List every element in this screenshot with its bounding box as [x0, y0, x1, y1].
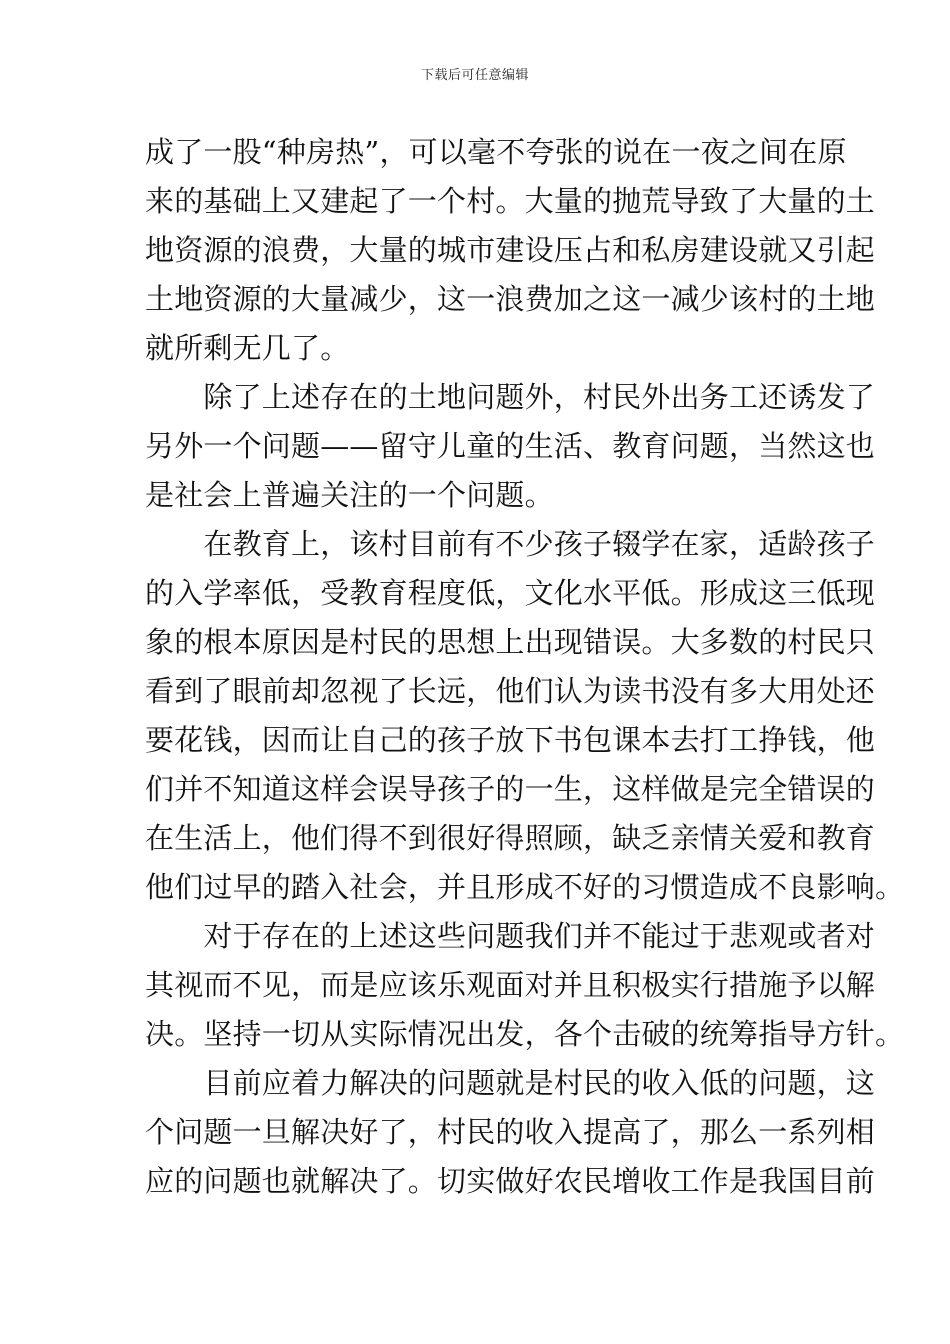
text-line: 的入学率低，受教育程度低，文化水平低。形成这三低现	[145, 576, 876, 610]
text-line: 象的根本原因是村民的思想上出现错误。大多数的村民只	[145, 625, 876, 659]
text-line: 对于存在的上述这些问题我们并不能过于悲观或者对	[145, 919, 876, 953]
text-line: 另外一个问题——留守儿童的生活、教育问题，当然这也	[145, 429, 876, 463]
text-line: 个问题一旦解决好了，村民的收入提高了，那么一系列相	[145, 1115, 876, 1149]
text-line: 成了一股“种房热”，可以毫不夸张的说在一夜之间在原	[145, 135, 847, 169]
document-body	[145, 128, 905, 1206]
text-line: 就所剩无几了。	[145, 331, 350, 365]
text-line: 们并不知道这样会误导孩子的一生，这样做是完全错误的	[145, 772, 876, 806]
page-header-note: 下载后可任意编辑	[420, 68, 529, 83]
text-line: 其视而不见，而是应该乐观面对并且积极实行措施予以解	[145, 968, 876, 1002]
text-line: 在生活上，他们得不到很好得照顾，缺乏亲情关爱和教育	[145, 821, 876, 855]
text-line: 是社会上普遍关注的一个问题。	[145, 478, 554, 512]
text-line: 看到了眼前却忽视了长远，他们认为读书没有多大用处还	[145, 674, 876, 708]
text-line: 应的问题也就解决了。切实做好农民增收工作是我国目前	[145, 1164, 876, 1198]
text-line: 目前应着力解决的问题就是村民的收入低的问题，这	[145, 1066, 876, 1100]
text-line: 除了上述存在的土地问题外，村民外出务工还诱发了	[145, 380, 876, 414]
text-line: 来的基础上又建起了一个村。大量的抛荒导致了大量的土	[145, 184, 876, 218]
text-line: 土地资源的大量减少，这一浪费加之这一减少该村的土地	[145, 282, 876, 316]
text-line: 在教育上，该村目前有不少孩子辍学在家，适龄孩子	[145, 527, 876, 561]
text-line: 要花钱，因而让自己的孩子放下书包课本去打工挣钱，他	[145, 723, 876, 757]
text-line: 他们过早的踏入社会，并且形成不好的习惯造成不良影响。	[145, 870, 905, 904]
text-line: 决。坚持一切从实际情况出发，各个击破的统筹指导方针。	[145, 1017, 905, 1051]
text-line: 地资源的浪费，大量的城市建设压占和私房建设就又引起	[145, 233, 876, 267]
